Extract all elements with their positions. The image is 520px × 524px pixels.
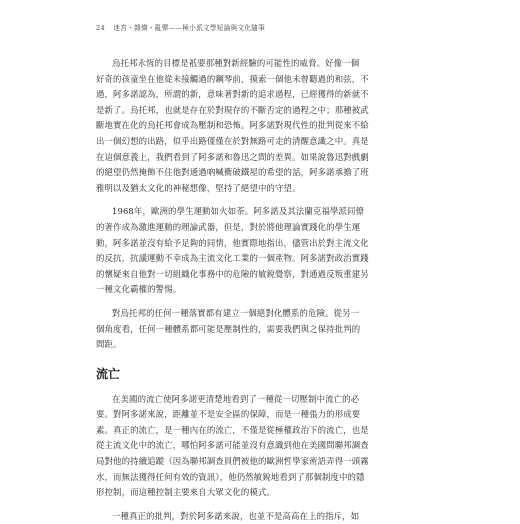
text-line: 水，而無法獲得任何有效的資訊），他仍然敏銳地看到了那個制度中的隱: [96, 471, 365, 482]
text-line: 的反抗，抗議運動不幸成為主流文化工業的一個產物。阿多諾對政治實踐: [96, 253, 369, 264]
text-line: 雅明以及猶太文化的神秘想像，堅持了絕望中的守望。: [96, 182, 301, 193]
text-line: 在美國的流亡使阿多諾更清楚地看到了一種從一切壓制中流亡的必: [112, 393, 360, 404]
section-heading: 流亡: [96, 366, 121, 381]
text-line: 形控制，而這種控制主要來自大眾文化的模式。: [96, 487, 276, 498]
text-line: 間距。: [96, 339, 122, 350]
page-number: 24: [96, 24, 105, 32]
text-line: 從主流文化中的流亡，哪怕阿多諾可能並沒有意識到他在美國問聯邦調查: [96, 440, 369, 451]
text-line: 在這個意義上，我們看到了阿多諾和魯迅之間的差異。如果說魯迅對戲劇: [96, 151, 369, 162]
text-line: 過，阿多諾認為，所謂的新，意味著對新的追求過程，已經獲得的新就不: [96, 89, 369, 100]
text-line: 對烏托邦的任何一種落實都有建立一個絕對化體系的危險。從另一: [112, 307, 360, 318]
paragraph-4: [96, 392, 396, 501]
text-body: [96, 56, 396, 524]
paragraph-3: [96, 306, 396, 353]
text-line: 的著作成為激進運動的理論武器，但是，對於將他理論實踐化的學生運: [96, 221, 361, 232]
text-line: 素。真正的流亡，是一種內在的流亡，不僅是從極權政治下的流亡，也是: [96, 424, 369, 435]
paragraph-5: [96, 509, 396, 524]
text-line: 斷地實在化的烏托邦會成為壓制和恐怖。阿多諾對現代性的批判從來不給: [96, 120, 369, 131]
text-line: 局對他的持續追蹤（因為聯邦調查員們被他的歐洲哲學家術語弄得一頭霧: [96, 456, 369, 467]
text-line: 1968年，歐洲的學生運動如火如荼。阿多諾及其法蘭克福學派同僚: [112, 206, 365, 217]
text-line: 出一個幻想的出路，似乎出路僅僅在於對無路可走的清醒意識之中。真是: [96, 135, 369, 146]
text-line: 個角度看，任何一種體系都可能是壓制性的，需要我們與之保持批判的: [96, 323, 361, 334]
running-title: 迷宮・雜燴・亂彈——極小派文學短論與文化隨筆: [113, 24, 266, 32]
text-line: 動，阿多諾並沒有給予足夠的同情，他實際地指出，儘管出於對主流文化: [96, 237, 369, 248]
paragraph-1: [96, 56, 396, 196]
text-line: 一種真正的批判，對於阿多諾來說，也並不是高高在上的指斥，如: [112, 510, 360, 521]
paragraph-2: [96, 204, 396, 298]
running-header: [96, 22, 265, 32]
text-line: 是新了。烏托邦，也就是存在於對現存的不斷否定的過程之中；那種被武: [96, 104, 369, 115]
text-line: 的懷疑來自他對一切組織化事務中的危險的敏銳覺察，對通過反叛重建另: [96, 268, 369, 279]
text-line: 要。對阿多諾來說，距離並不是安全區的保障，而是一種張力的形成要: [96, 409, 361, 420]
text-line: 好奇的孩童坐在他從未接觸過的鋼琴前，摸索一個他未曾聽過的和弦，不: [96, 73, 369, 84]
text-line: 的絕望仍然掩飾不住他對通過吶喊衝破鐵屋的希望的話，阿多諾承擔了班: [96, 167, 369, 178]
text-line: 烏托邦永恆的目標是祇要那種對新經驗的可能性的威脅。好像一個: [112, 58, 360, 68]
text-line: 一種文化霸權的警惕。: [96, 284, 182, 295]
